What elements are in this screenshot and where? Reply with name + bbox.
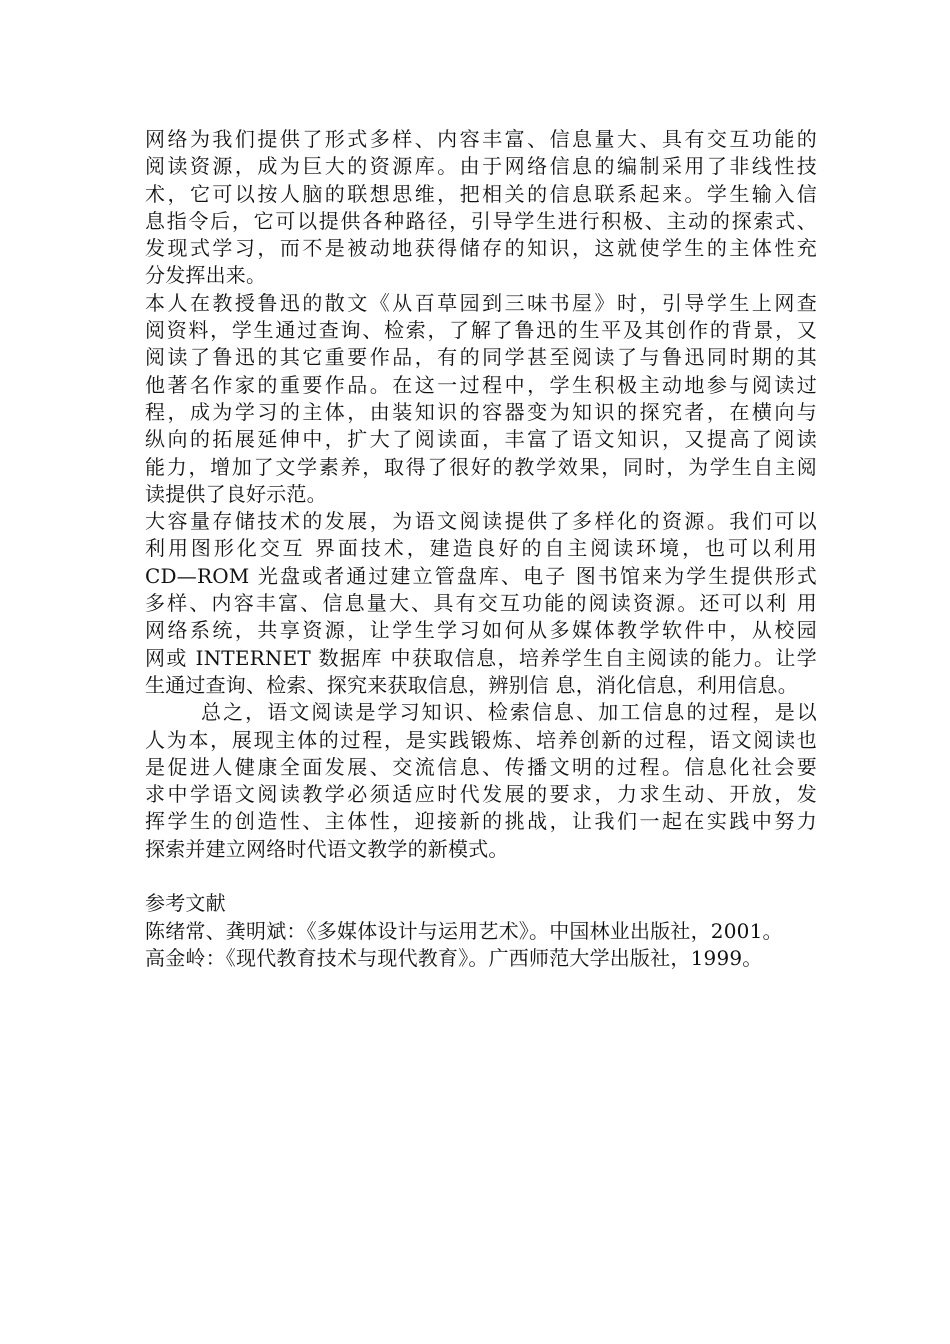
text-line: 网或 INTERNET 数据库 中获取信息，培养学生自主阅读的能力。让学 (145, 645, 817, 670)
text-line: 分发挥出来。 (145, 263, 267, 288)
references-heading: 参考文献 (145, 891, 226, 916)
reference-item: 高金岭：《现代教育技术与现代教育》。广西师范大学出版社，1999。 (145, 945, 763, 970)
paragraph-conclusion (145, 699, 817, 863)
text-line: CD—ROM 光盘或者通过建立管盘库、电子 图书馆来为学生提供形式 (145, 563, 817, 588)
text-line: 他著名作家的重要作品。在这一过程中，学生积极主动地参与阅读过 (145, 372, 817, 397)
text-line: 是促进人健康全面发展、交流信息、传播文明的过程。信息化社会要 (145, 754, 817, 779)
text-line: 术，它可以按人脑的联想思维，把相关的信息联系起来。学生输入信 (145, 181, 817, 206)
text-line: 多样、内容丰富、信息量大、具有交互功能的阅读资源。还可以利 用 (145, 591, 817, 616)
text-line: 网络为我们提供了形式多样、内容丰富、信息量大、具有交互功能的 (145, 127, 817, 151)
paragraph-storage-technology (145, 508, 817, 699)
text-line: 发现式学习，而不是被动地获得储存的知识，这就使学生的主体性充 (145, 236, 817, 261)
text-line: 阅读了鲁迅的其它重要作品，有的同学甚至阅读了与鲁迅同时期的其 (145, 345, 817, 370)
text-line: 大容量存储技术的发展，为语文阅读提供了多样化的资源。我们可以 (145, 509, 817, 534)
text-line: 人为本，展现主体的过程，是实践锻炼、培养创新的过程，语文阅读也 (145, 727, 817, 752)
text-line: 息指令后，它可以提供各种路径，引导学生进行积极、主动的探索式、 (145, 208, 817, 233)
text-line: 能力，增加了文学素养，取得了很好的教学效果，同时，为学生自主阅 (145, 454, 817, 479)
text-line: 程，成为学习的主体，由装知识的容器变为知识的探究者，在横向与 (145, 399, 817, 424)
references-section (145, 890, 817, 972)
text-line: 本人在教授鲁迅的散文《从百草园到三味书屋》时，引导学生上网查 (145, 290, 817, 315)
text-line: 生通过查询、检索、探究来获取信息，辨别信 息，消化信息，利用信息。 (145, 672, 798, 697)
text-line: 探索并建立网络时代语文教学的新模式。 (145, 836, 509, 861)
text-line: 阅读资源，成为巨大的资源库。由于网络信息的编制采用了非线性技 (145, 154, 817, 179)
spacer (145, 863, 817, 890)
text-line: 纵向的拓展延伸中，扩大了阅读面，丰富了语文知识，又提高了阅读 (145, 427, 817, 452)
paragraph-teaching-example (145, 290, 817, 508)
paragraph-network-resources (145, 126, 817, 290)
text-line: 阅资料，学生通过查询、检索，了解了鲁迅的生平及其创作的背景，又 (145, 318, 817, 343)
text-line: 网络系统，共享资源，让学生学习如何从多媒体教学软件中，从校园 (145, 618, 817, 643)
text-line: 利用图形化交互 界面技术，建造良好的自主阅读环境，也可以利用 (145, 536, 817, 561)
text-line: 求中学语文阅读教学必须适应时代发展的要求，力求生动、开放，发 (145, 782, 817, 807)
document-page (145, 126, 817, 972)
text-line: 挥学生的创造性、主体性，迎接新的挑战，让我们一起在实践中努力 (145, 809, 817, 834)
reference-item: 陈绪常、龚明斌：《多媒体设计与运用艺术》。中国林业出版社，2001。 (145, 918, 783, 943)
text-line: 读提供了良好示范。 (145, 481, 327, 506)
text-line: 总之，语文阅读是学习知识、检索信息、加工信息的过程，是以 (201, 700, 817, 725)
